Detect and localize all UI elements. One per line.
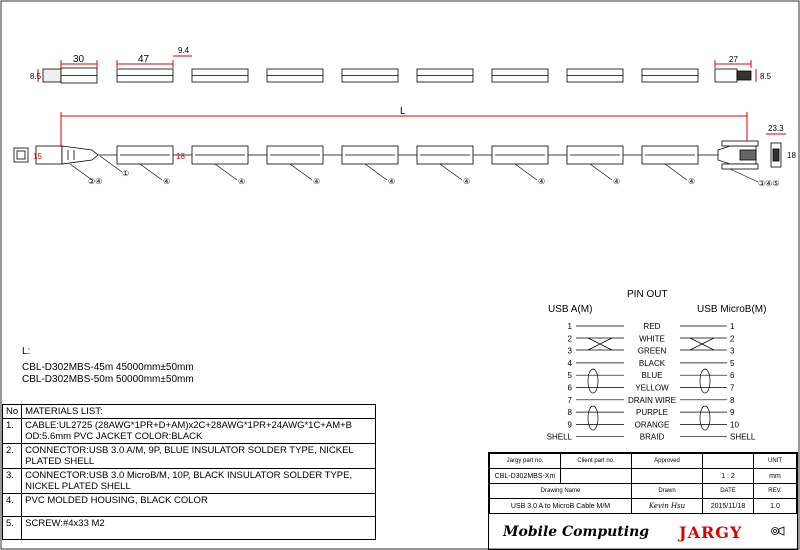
length-note-row: CBL-D302MBS-45m 45000mm±50mm: [22, 362, 194, 373]
pin-left-number: 6: [567, 383, 572, 393]
callout-ferrite-2: ④: [238, 177, 246, 186]
dim-plug-b-offset: 23.3: [768, 124, 784, 133]
materials-no: 4.: [3, 494, 22, 517]
dim-overall-length: L: [400, 106, 406, 117]
title-block-table: [489, 453, 797, 514]
title-block-logo: [489, 513, 797, 550]
pin-left-number: 3: [567, 346, 572, 356]
length-notes-heading: L:: [22, 346, 31, 357]
pin-left-number: 5: [567, 371, 572, 381]
pin-wire-color: BLACK: [638, 358, 666, 368]
top-view: [43, 68, 751, 83]
pin-wire-color: BRAID: [639, 432, 665, 442]
tb-jargy-part: CBL-D302MBS-Xm: [490, 469, 561, 484]
pin-wire-color: PURPLE: [635, 408, 669, 418]
tb-drawing-name-label: Drawing Name: [490, 484, 632, 499]
materials-row: [3, 494, 376, 517]
materials-text: CABLE:UL2725 (28AWG*1PR+D+AM)x2C+28AWG*1PR+24AWG*1C+AM+B OD:5.6mm PVC JACKET COLOR:BLACK: [22, 419, 376, 444]
pin-wire-color: GREEN: [637, 346, 667, 356]
callout-ferrite-4: ④: [388, 177, 396, 186]
pin-left-number: 4: [567, 358, 572, 368]
materials-text: PVC MOLDED HOUSING, BLACK COLOR: [22, 494, 376, 517]
pinout-diagram: [547, 289, 767, 442]
ferrite-segments-top: [117, 69, 698, 82]
materials-no: 3.: [3, 469, 22, 494]
pin-left-number: 9: [567, 420, 572, 430]
materials-header-title: MATERIALS LIST:: [22, 405, 376, 419]
pin-wire-color: ORANGE: [634, 420, 670, 430]
title-block: [488, 452, 798, 550]
pin-right-number: 7: [730, 383, 735, 393]
tb-scale: 1 : 2: [703, 469, 754, 484]
materials-row: [3, 517, 376, 540]
tb-approved-label: Approved: [632, 454, 703, 469]
callout-ferrite-3: ④: [313, 177, 321, 186]
pin-right-number: 10: [730, 420, 739, 430]
materials-text: SCREW:#4x33 M2: [22, 517, 376, 540]
callout-ferrite-7: ④: [613, 177, 621, 186]
tb-drawn-label: Drawn: [632, 484, 703, 499]
tb-client-part: [561, 469, 632, 484]
materials-text: CONNECTOR:USB 3.0 MicroB/M, 10P, BLACK INSULATOR SOLDER TYPE, NICKEL PLATED SHELL: [22, 469, 376, 494]
pin-right-number: 9: [730, 408, 735, 418]
tb-jargy-part-label: Jargy part no.: [490, 454, 561, 469]
top-dimensions: [30, 46, 772, 82]
dim-plug-a-width: 15: [33, 152, 42, 161]
materials-no: 5.: [3, 517, 22, 540]
pin-wire-color: DRAIN WIRE: [628, 395, 676, 405]
dim-ferrite-od: 18: [176, 152, 185, 161]
callout-ferrite-8: ④: [688, 177, 696, 186]
pin-left-number: 7: [567, 395, 572, 405]
pin-wire-color: RED: [643, 322, 661, 331]
pin-wire-color: WHITE: [639, 334, 665, 344]
dim-plug-a-length: 30: [73, 54, 85, 65]
pin-right-number: 8: [730, 395, 735, 405]
dim-ferrite-length: 47: [138, 54, 150, 65]
pinout-left-header: USB A(M): [548, 304, 593, 315]
materials-table: [2, 404, 376, 540]
callout-cable: ①: [122, 169, 130, 178]
pin-left-number: 1: [567, 322, 572, 331]
materials-header-no: No: [3, 405, 22, 419]
materials-row: [3, 419, 376, 444]
pinout-title: PIN OUT: [627, 289, 668, 300]
callout-ferrite-1: ④: [163, 177, 171, 186]
length-note-row: CBL-D302MBS-50m 50000mm±50mm: [22, 374, 194, 385]
jargy-logo: JARGY: [679, 523, 743, 542]
tb-date-label: DATE: [703, 484, 754, 499]
ferrite-segments-side: [117, 146, 718, 164]
tb-blank: [703, 454, 754, 469]
pin-right-number: 1: [730, 322, 735, 331]
mobile-computing-logo: Mobile Computing: [503, 524, 650, 540]
pinout-right-header: USB MicroB(M): [697, 304, 767, 315]
pin-left-number: SHELL: [546, 432, 572, 442]
tb-rev-label: REV.: [754, 484, 797, 499]
pin-wire-color: YELLOW: [635, 383, 669, 393]
callout-plug-b: ③④⑤: [758, 179, 780, 188]
pinout-rows: [547, 322, 756, 442]
projection-symbol-icon: [771, 526, 785, 536]
pin-left-number: 2: [567, 334, 572, 344]
callout-ferrite-5: ④: [463, 177, 471, 186]
tb-approved: [632, 469, 703, 484]
tb-drawn: Kevin Hsu: [632, 499, 703, 514]
materials-row: [3, 469, 376, 494]
callout-ferrite-6: ④: [538, 177, 546, 186]
materials-no: 1.: [3, 419, 22, 444]
dim-plug-b-diameter: 8.5: [760, 72, 772, 81]
tb-rev: 1.0: [754, 499, 797, 514]
pin-left-number: 8: [567, 408, 572, 418]
pin-right-number: 6: [730, 371, 735, 381]
materials-row: [3, 444, 376, 469]
tb-unit: mm: [754, 469, 797, 484]
tb-client-part-label: Client part no.: [561, 454, 632, 469]
materials-header: [3, 405, 376, 419]
pin-right-number: SHELL: [730, 432, 756, 442]
length-notes: [22, 346, 194, 386]
dim-ferrite-gap: 9.4: [178, 46, 190, 55]
pin-right-number: 2: [730, 334, 735, 344]
tb-unit-label: UNIT: [754, 454, 797, 469]
materials-text: CONNECTOR:USB 3.0 A/M, 9P, BLUE INSULATOR SOLDER TYPE, NICKEL PLATED SHELL: [22, 444, 376, 469]
tb-drawing-name: USB 3.0 A to MicroB Cable M/M: [490, 499, 632, 514]
callout-plug-a: ②④: [88, 177, 103, 186]
dim-plug-b-length: 27: [729, 55, 738, 64]
tb-date: 2015/11/18: [703, 499, 754, 514]
pin-right-number: 3: [730, 346, 735, 356]
dim-plug-a-diameter: 8.5: [30, 72, 42, 81]
materials-no: 2.: [3, 444, 22, 469]
pin-right-number: 5: [730, 358, 735, 368]
dim-plug-b-width: 18: [787, 151, 796, 160]
pin-wire-color: BLUE: [641, 371, 663, 381]
